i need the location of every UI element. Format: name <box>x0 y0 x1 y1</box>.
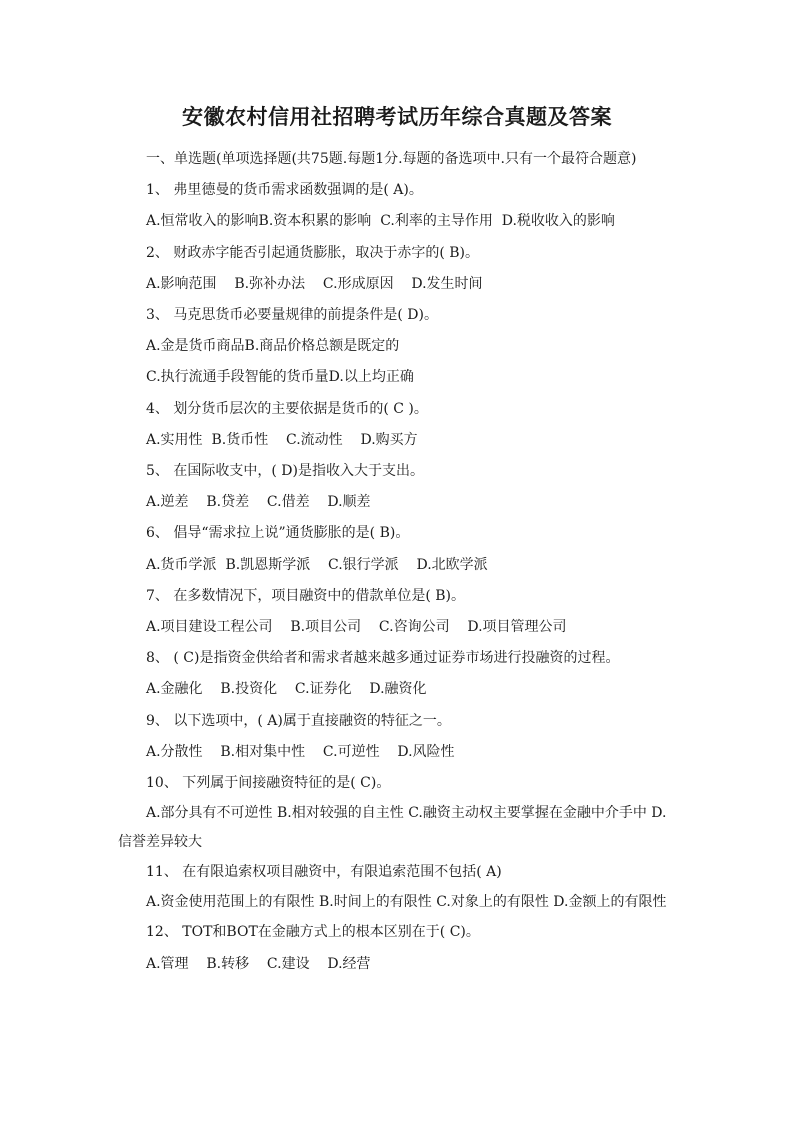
question-11-options: A.资金使用范围上的有限性 B.时间上的有限性 C.对象上的有限性 D.金额上的有限性 <box>146 894 667 911</box>
question-1-options: A.恒常收入的影响B.资本积累的影响 C.利率的主导作用 D.税收收入的影响 <box>146 213 615 230</box>
question-8-options: A.金融化 B.投资化 C.证券化 D.融资化 <box>146 681 427 698</box>
question-3: 3、 马克思货币必要量规律的前提条件是( D)。 <box>146 307 438 324</box>
question-11: 11、 在有限追索权项目融资中，有限追索范围不包括( A) <box>146 864 502 881</box>
question-2: 2、 财政赤字能否引起通货膨胀，取决于赤字的( B)。 <box>146 244 480 261</box>
question-7-options: A.项目建设工程公司 B.项目公司 C.咨询公司 D.项目管理公司 <box>146 619 567 636</box>
question-3-options-cd: C.执行流通手段智能的货币量D.以上均正确 <box>146 369 414 386</box>
question-6-options: A.货币学派 B.凯恩斯学派 C.银行学派 D.北欧学派 <box>146 556 488 573</box>
question-8: 8、 ( C)是指资金供给者和需求者越来越多通过证券市场进行投融资的过程。 <box>146 650 620 667</box>
question-9-options: A.分散性 B.相对集中性 C.可逆性 D.风险性 <box>146 743 455 760</box>
question-10-options: A.部分具有不可逆性 B.相对较强的自主性 C.融资主动权主要掌握在金融中介手中 D.信誉差异较大 <box>118 805 667 851</box>
question-12: 12、 TOT和BOT在金融方式上的根本区别在于( C)。 <box>146 924 480 941</box>
section-heading: 一、单选题(单项选择题(共75题.每题1分.每题的备选项中.只有一个最符合题意) <box>146 151 637 167</box>
document-body <box>118 144 674 980</box>
question-2-options: A.影响范围 B.弥补办法 C.形成原因 D.发生时间 <box>146 275 483 292</box>
question-10: 10、 下列属于间接融资特征的是( C)。 <box>146 775 391 792</box>
document-title: 安徽农村信用社招聘考试历年综合真题及答案 <box>182 104 612 129</box>
question-1: 1、 弗里德曼的货币需求函数强调的是( A)。 <box>146 182 423 199</box>
question-6: 6、 倡导“需求拉上说”通货膨胀的是( B)。 <box>146 525 410 542</box>
question-7: 7、 在多数情况下，项目融资中的借款单位是( B)。 <box>146 587 466 604</box>
question-4: 4、 划分货币层次的主要依据是货币的( C )。 <box>146 400 428 417</box>
question-5-options: A.逆差 B.贷差 C.借差 D.顺差 <box>146 494 371 511</box>
question-4-options: A.实用性 B.货币性 C.流动性 D.购买方 <box>146 431 418 448</box>
question-9: 9、 以下选项中，( A)属于直接融资的特征之一。 <box>146 712 451 729</box>
question-5: 5、 在国际收支中，( D)是指收入大于支出。 <box>146 463 424 480</box>
question-12-options: A.管理 B.转移 C.建设 D.经营 <box>146 955 371 972</box>
question-3-options-ab: A.金是货币商品B.商品价格总额是既定的 <box>146 338 400 355</box>
